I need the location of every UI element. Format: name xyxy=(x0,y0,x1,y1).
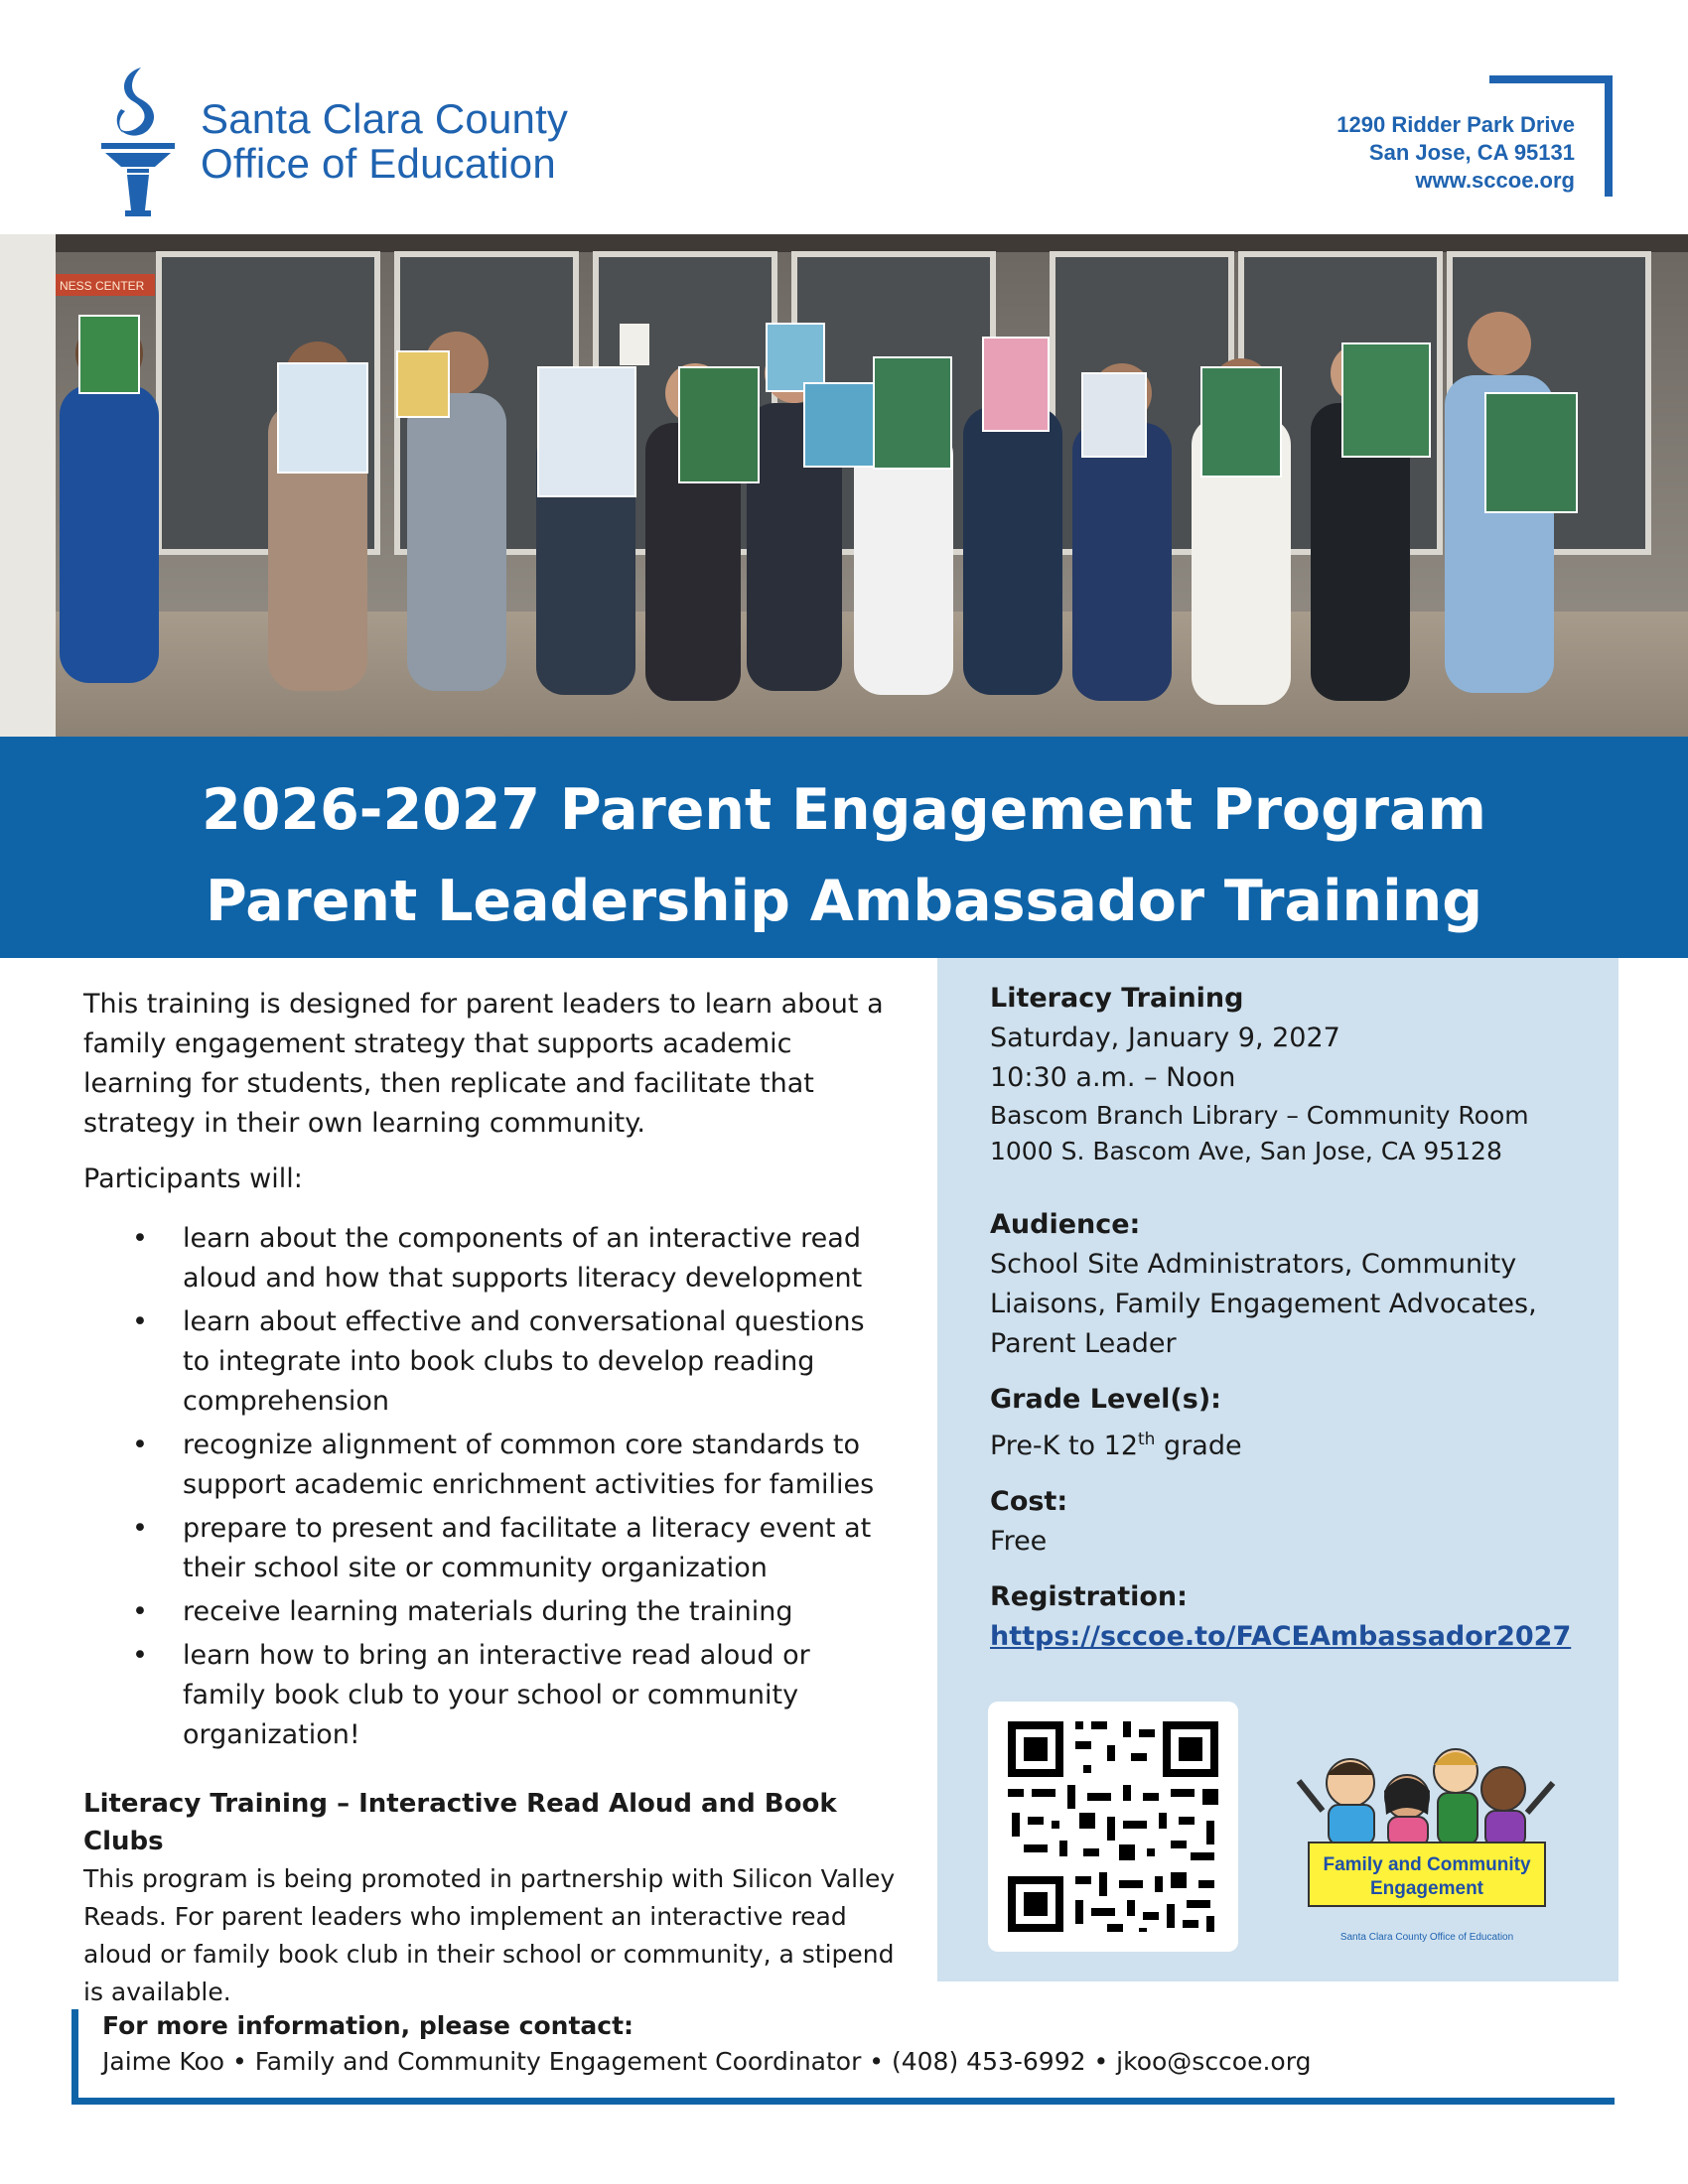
event-venue: Bascom Branch Library – Community Room xyxy=(990,1101,1529,1130)
grade-value: Pre-K to 12th grade xyxy=(990,1430,1242,1461)
training-title: Parent Leadership Ambassador Training xyxy=(205,869,1483,934)
audience-label: Audience: xyxy=(990,1209,1141,1240)
address-street: 1290 Ridder Park Drive xyxy=(1336,112,1575,137)
contact-heading: For more information, please contact: xyxy=(102,2011,634,2040)
address-city: San Jose, CA 95131 xyxy=(1368,140,1575,165)
family-community-engagement-logo xyxy=(1293,1731,1561,1948)
audience-value: School Site Administrators, Community Liaisons, Family Engagement Advocates, Parent Leader xyxy=(990,1249,1537,1359)
list-item-text: learn how to bring an interactive read aloud or family book club to your school or community organization! xyxy=(183,1640,810,1750)
qr-code[interactable] xyxy=(988,1702,1238,1952)
address-block xyxy=(1336,111,1575,195)
list-item xyxy=(83,1636,898,1755)
sccoe-logo xyxy=(97,62,568,220)
bullet-icon: • xyxy=(132,1223,148,1254)
grade-label: Grade Level(s): xyxy=(990,1384,1221,1415)
qr-code-icon xyxy=(988,1702,1238,1952)
list-item xyxy=(83,1509,898,1588)
org-name-line2: Office of Education xyxy=(201,140,556,187)
bullet-icon: • xyxy=(132,1430,148,1460)
bullet-icon: • xyxy=(132,1306,148,1337)
list-item-text: prepare to present and facilitate a literacy event at their school site or community organization xyxy=(183,1513,872,1583)
website-link[interactable]: www.sccoe.org xyxy=(1415,168,1575,193)
event-date: Saturday, January 9, 2027 xyxy=(990,1023,1340,1053)
section-body: This program is being promoted in partnership with Silicon Valley Reads. For parent leaders who implement an interactive read aloud or family book club in their school or community, a stipend is available. xyxy=(83,1864,896,2006)
org-name-line1: Santa Clara County xyxy=(201,95,569,142)
people-group xyxy=(60,312,1577,705)
face-logo-illustration xyxy=(1293,1731,1561,1948)
face-logo-line1: Family and Community xyxy=(1323,1854,1531,1875)
bullet-icon: • xyxy=(132,1596,148,1627)
participants-label: Participants will: xyxy=(83,1163,303,1194)
outcomes-list xyxy=(83,1219,898,1755)
list-item-text: learn about effective and conversational questions to integrate into book clubs to develop reading comprehension xyxy=(183,1306,865,1417)
program-title: 2026-2027 Parent Engagement Program xyxy=(202,777,1486,843)
cost-value: Free xyxy=(990,1526,1048,1557)
list-item-text: learn about the components of an interactive read aloud and how that supports literacy development xyxy=(183,1223,863,1294)
face-logo-line2: Engagement xyxy=(1369,1878,1484,1899)
intro-paragraph: This training is designed for parent leaders to learn about a family engagement strategy that supports academic learning for students, then replicate and facilitate that strategy in their own learning community. xyxy=(83,989,884,1139)
title-banner xyxy=(0,737,1688,958)
group-photo-illustration xyxy=(0,234,1688,737)
list-item-text: recognize alignment of common core standards to support academic enrichment activities for families xyxy=(183,1430,875,1500)
list-item-text: receive learning materials during the training xyxy=(183,1596,793,1627)
building-sign: NESS CENTER xyxy=(60,279,145,293)
cost-label: Cost: xyxy=(990,1486,1068,1517)
registration-link[interactable]: https://sccoe.to/FACEAmbassador2027 xyxy=(990,1621,1572,1652)
torch-logo-icon xyxy=(97,62,179,220)
list-item xyxy=(83,1592,898,1632)
list-item xyxy=(83,1426,898,1505)
event-time: 10:30 a.m. – Noon xyxy=(990,1062,1236,1093)
event-title: Literacy Training xyxy=(990,983,1244,1014)
face-logo-footer: Santa Clara County Office of Education xyxy=(1339,1932,1514,1943)
description-column xyxy=(83,985,898,2011)
event-address: 1000 S. Bascom Ave, San Jose, CA 95128 xyxy=(990,1137,1502,1165)
bullet-icon: • xyxy=(132,1640,148,1671)
bullet-icon: • xyxy=(132,1513,148,1544)
registration-label: Registration: xyxy=(990,1581,1188,1612)
section-heading: Literacy Training – Interactive Read Aloud and Book Clubs xyxy=(83,1789,837,1856)
list-item xyxy=(83,1219,898,1298)
event-details xyxy=(990,979,1606,1657)
group-photo xyxy=(0,234,1688,737)
contact-line: Jaime Koo • Family and Community Engagement Coordinator • (408) 453-6992 • jkoo@sccoe.org xyxy=(102,2047,1312,2076)
contact-footer xyxy=(71,2009,1615,2105)
list-item xyxy=(83,1302,898,1422)
